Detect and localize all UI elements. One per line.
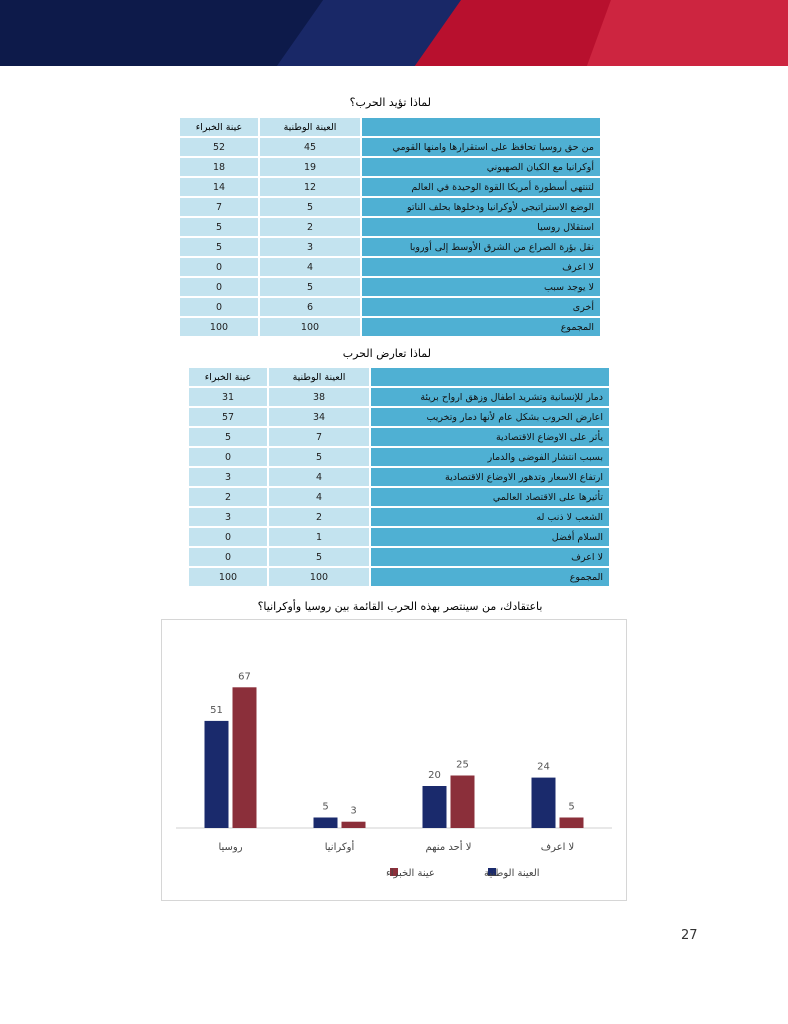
header-experts: عينة الخبراء [189,368,267,386]
table-row [180,198,600,216]
cell-label: السلام أفضل [371,528,609,546]
table-row [180,138,600,156]
table-header-row [180,118,600,136]
cell-national: 1 [269,528,369,546]
cell-national: 5 [269,548,369,566]
bar [560,818,584,829]
cell-label: من حق روسيا تحافظ على استقرارها وامنها القومي [362,138,600,156]
cell-label: تأثيرها على الاقتصاد العالمي [371,488,609,506]
header-banner [0,0,788,66]
table-row [180,158,600,176]
cell-label: استقلال روسيا [362,218,600,236]
cell-experts: 2 [189,488,267,506]
header-blank [371,368,609,386]
bar [314,818,338,829]
cell-national: 4 [260,258,360,276]
bar [451,776,475,829]
cell-label: لا اعرف [362,258,600,276]
cell-experts: 0 [180,258,258,276]
data-label: 67 [238,671,251,683]
header-national: العينة الوطنية [260,118,360,136]
category-label: أوكرانيا [324,842,355,853]
cell-experts: 18 [180,158,258,176]
table-row [180,298,600,316]
data-label: 5 [322,801,329,813]
cell-label: المجموع [371,568,609,586]
legend-label: العينة الوطنية [484,868,540,879]
category-label: روسيا [218,842,243,853]
cell-experts: 14 [180,178,258,196]
cell-label: اعارض الحروب بشكل عام لأنها دمار وتخريب [371,408,609,426]
category-label: لا أحد منهم [425,842,472,853]
data-label: 24 [537,761,550,773]
table-row [189,408,609,426]
category-label: لا اعرف [540,842,575,853]
cell-experts: 0 [189,548,267,566]
table-row [189,448,609,466]
data-label: 3 [350,805,357,817]
cell-experts: 5 [180,218,258,236]
cell-label: ارتفاع الاسعار وتدهور الاوضاع الاقتصادية [371,468,609,486]
bar-chart [161,619,627,901]
chart-title: باعتقادك، من سينتصر بهذه الحرب القائمة بين روسيا وأوكرانيا؟ [257,600,543,613]
cell-experts: 57 [189,408,267,426]
cell-label: يأثر على الاوضاع الاقتصادية [371,428,609,446]
cell-label: الوضع الاستراتيجي لأوكرانيا ودخلوها بحلف الناتو [362,198,600,216]
cell-label: لا اعرف [371,548,609,566]
cell-label: بسبب انتشار الفوضى والدمار [371,448,609,466]
cell-national: 34 [269,408,369,426]
table-row [189,428,609,446]
support-reasons-table [178,116,602,338]
cell-label: لا يوجد سبب [362,278,600,296]
cell-national: 12 [260,178,360,196]
cell-experts: 100 [189,568,267,586]
cell-experts: 3 [189,508,267,526]
table-row [180,218,600,236]
bar [205,721,229,828]
cell-national: 5 [269,448,369,466]
table2-title: لماذا تعارض الحرب [342,347,431,360]
cell-national: 7 [269,428,369,446]
cell-experts: 5 [180,238,258,256]
header-national: العينة الوطنية [269,368,369,386]
cell-label: دمار للإنسانية وتشريد اطفال وزهق ارواح بريئة [371,388,609,406]
data-label: 51 [210,704,223,716]
legend-label: عينة الخبراء [386,868,435,879]
table-row [189,468,609,486]
cell-national: 45 [260,138,360,156]
bar [342,822,366,828]
cell-label: المجموع [362,318,600,336]
table-row [180,258,600,276]
page-number: 27 [681,928,698,943]
cell-national: 38 [269,388,369,406]
table-row [189,528,609,546]
cell-experts: 0 [189,448,267,466]
cell-label: نقل بؤرة الصراع من الشرق الأوسط إلى أوروبا [362,238,600,256]
table-row [180,178,600,196]
cell-national: 4 [269,468,369,486]
cell-national: 100 [269,568,369,586]
bar [233,687,257,828]
cell-national: 19 [260,158,360,176]
bar [423,786,447,828]
table-row [189,488,609,506]
cell-experts: 0 [180,278,258,296]
cell-experts: 7 [180,198,258,216]
cell-experts: 31 [189,388,267,406]
cell-national: 5 [260,198,360,216]
cell-label: أخرى [362,298,600,316]
table1-title: لماذا تؤيد الحرب؟ [349,96,431,109]
cell-experts: 100 [180,318,258,336]
cell-label: الشعب لا ذنب له [371,508,609,526]
table-row [189,508,609,526]
cell-label: لتنتهي أسطورة أمريكا القوة الوحيدة في العالم [362,178,600,196]
cell-experts: 52 [180,138,258,156]
table-row [180,278,600,296]
cell-experts: 0 [180,298,258,316]
cell-label: أوكرانيا مع الكيان الصهيوني [362,158,600,176]
cell-national: 100 [260,318,360,336]
banner-shape [582,0,788,66]
cell-national: 3 [260,238,360,256]
table-row [189,548,609,566]
cell-national: 2 [269,508,369,526]
table-header-row [189,368,609,386]
cell-experts: 3 [189,468,267,486]
data-label: 20 [428,770,441,781]
cell-national: 5 [260,278,360,296]
table-row [180,238,600,256]
table-row [189,568,609,586]
oppose-reasons-table [187,366,611,588]
bar [532,778,556,828]
cell-experts: 0 [189,528,267,546]
table-row [180,318,600,336]
cell-national: 6 [260,298,360,316]
data-label: 25 [456,759,469,771]
header-blank [362,118,600,136]
chart-svg [162,620,626,900]
header-experts: عينة الخبراء [180,118,258,136]
data-label: 5 [568,801,575,813]
cell-national: 2 [260,218,360,236]
cell-experts: 5 [189,428,267,446]
cell-national: 4 [269,488,369,506]
table-row [189,388,609,406]
